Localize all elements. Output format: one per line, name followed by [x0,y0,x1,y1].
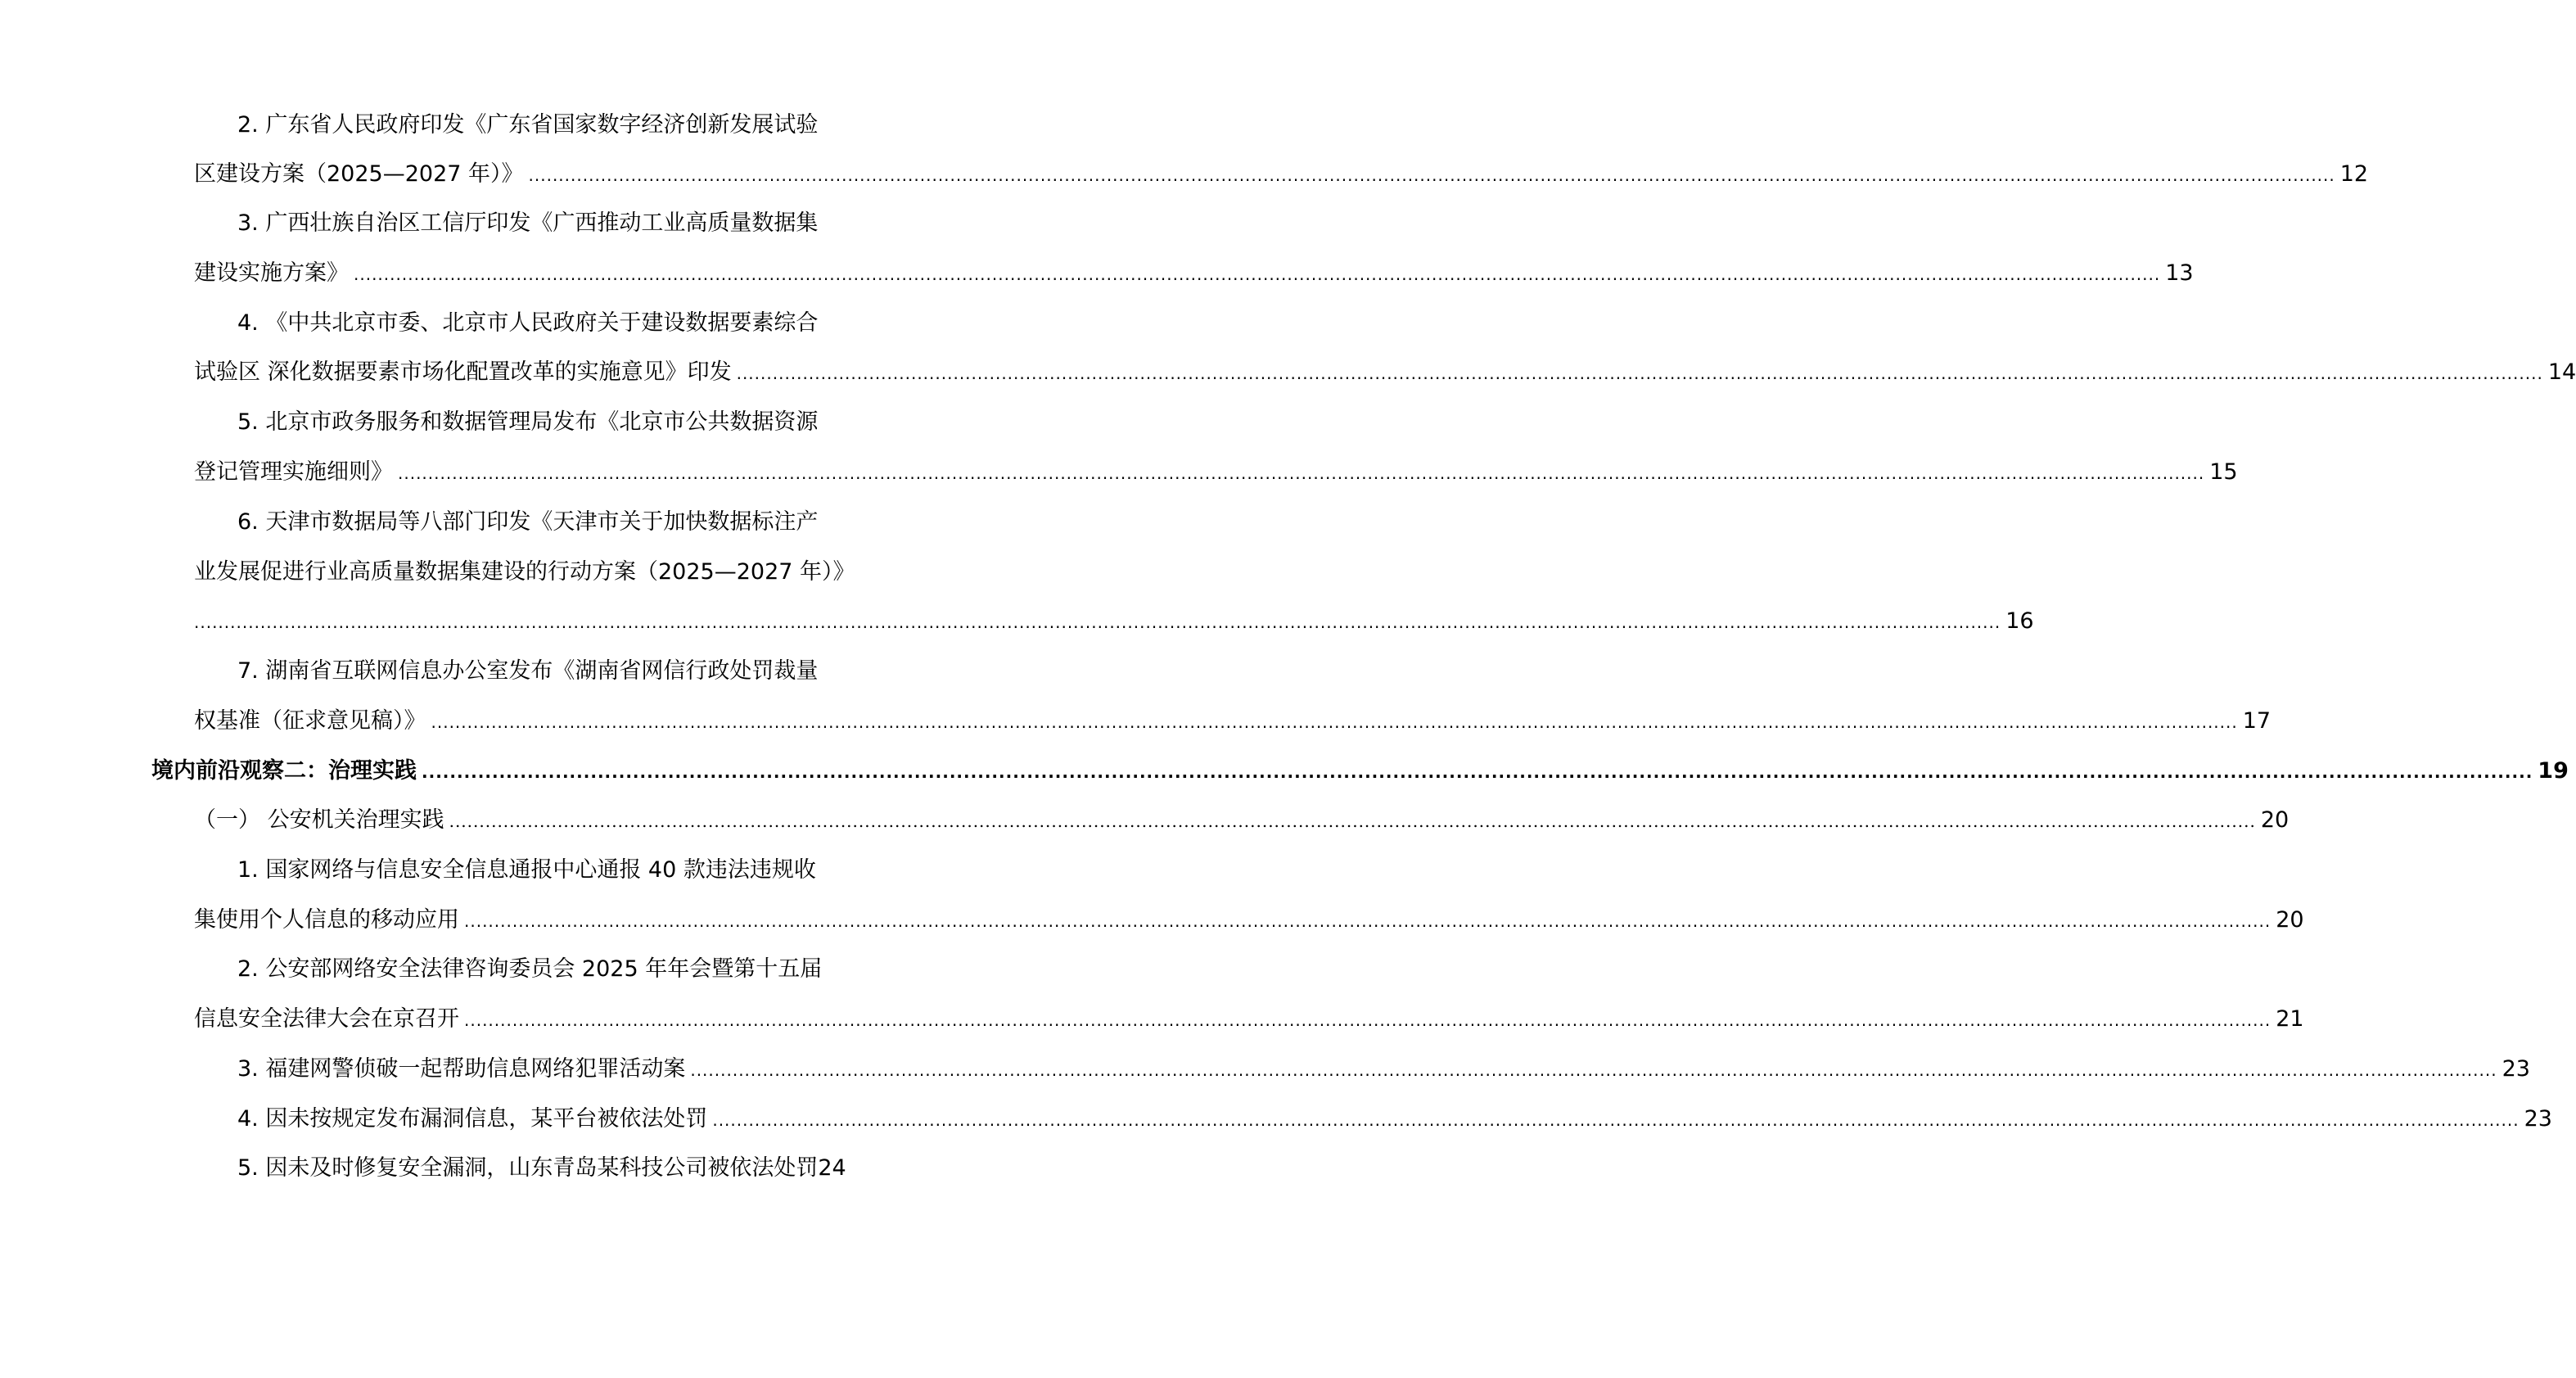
toc-item-text: 7. 湖南省互联网信息办公室发布《湖南省网信行政处罚裁量 [237,658,819,684]
toc-item-7-line2[interactable] [194,705,2271,738]
toc-page-number: 23 [2524,1106,2552,1132]
toc-item-3-line1 [237,207,819,240]
toc-subsection-title: （一） 公安机关治理实践 [194,807,444,833]
toc-item2-3[interactable] [237,1053,2530,1086]
toc-section-heading[interactable] [151,755,2569,788]
toc-leader-dots [354,258,2160,291]
toc-leader-dots [431,706,2238,739]
toc-page-number: 13 [2165,260,2194,286]
toc-leader-dots [529,159,2335,192]
toc-page-number: 20 [2260,807,2290,833]
toc-item-4-line2[interactable] [194,356,2576,389]
toc-item-text: 登记管理实施细则》 [194,459,393,485]
toc-leader-dots [690,1054,2497,1087]
toc-item-text: 6. 天津市数据局等八部门印发《天津市关于加快数据标注产 [237,509,819,535]
toc-item-text: 4. 因未按规定发布漏洞信息，某平台被依法处罚 [237,1106,708,1132]
toc-item-text: 区建设方案（2025—2027 年）》 [194,161,524,187]
toc-item-5-line2[interactable] [194,456,2238,489]
toc-page-number: 23 [2502,1056,2530,1082]
toc-item-text: 权基准（征求意见稿）》 [194,708,426,734]
toc-item-text: 信息安全法律大会在京召开 [194,1006,459,1032]
toc-item2-5[interactable] [237,1152,846,1185]
toc-item-text: 建设实施方案》 [194,260,349,286]
toc-page-number: 15 [2209,459,2238,485]
toc-page-number: 21 [2276,1006,2304,1032]
toc-item-text: 4. 《中共北京市委、北京市人民政府关于建设数据要素综合 [237,310,819,336]
toc-item2-2-line2[interactable] [194,1003,2304,1036]
toc-item2-1-line2[interactable] [194,904,2304,937]
toc-item-7-line1 [237,655,819,688]
toc-page-number: 19 [2538,758,2569,784]
toc-page-number: 17 [2242,708,2271,734]
toc-leader-dots [737,357,2543,390]
toc-item-text: 试验区 深化数据要素市场化配置改革的实施意见》印发 [194,359,732,385]
toc-item-text: 1. 国家网络与信息安全信息通报中心通报 40 款违法违规收 [237,857,816,883]
toc-leader-dots [422,756,2533,788]
toc-leader-dots [464,905,2271,937]
toc-item2-2-line1 [237,953,823,986]
toc-item-4-line1 [237,307,819,340]
toc-leader-dots [398,457,2204,490]
toc-item-2-line2[interactable] [194,158,2369,191]
toc-page-number: 20 [2276,907,2304,933]
toc-subsection-heading[interactable] [194,804,2290,837]
toc-item-6-line1 [237,506,819,539]
toc-item-2-line1 [237,109,819,142]
toc-item-text: 3. 广西壮族自治区工信厅印发《广西推动工业高质量数据集 [237,210,819,236]
toc-section-title: 境内前沿观察二：治理实践 [151,758,417,784]
toc-leader-dots [194,606,2001,639]
toc-item-6-line2 [194,556,855,589]
toc-item2-1-line1 [237,854,816,887]
toc-page-number: 24 [818,1155,846,1181]
toc-item2-4[interactable] [237,1103,2552,1136]
toc-page-number: 12 [2339,161,2369,187]
toc-item-text: 2. 广东省人民政府印发《广东省国家数字经济创新发展试验 [237,112,819,138]
toc-item-6-line3[interactable] [194,605,2034,638]
toc-item-text: 集使用个人信息的移动应用 [194,907,459,933]
toc-leader-dots [449,805,2256,838]
toc-item-3-line2[interactable] [194,257,2194,290]
toc-page-number: 16 [2005,608,2034,634]
toc-item-text: 5. 北京市政务服务和数据管理局发布《北京市公共数据资源 [237,409,819,435]
toc-item-text: 3. 福建网警侦破一起帮助信息网络犯罪活动案 [237,1056,686,1082]
toc-item-text: 5. 因未及时修复安全漏洞，山东青岛某科技公司被依法处罚 [237,1155,819,1181]
toc-leader-dots [464,1004,2271,1037]
toc-leader-dots [712,1104,2519,1136]
toc-item-text: 2. 公安部网络安全法律咨询委员会 2025 年年会暨第十五届 [237,956,823,982]
toc-item-5-line1 [237,406,819,439]
toc-item-text: 业发展促进行业高质量数据集建设的行动方案（2025—2027 年）》 [194,559,855,585]
toc-page-number: 14 [2547,359,2576,385]
